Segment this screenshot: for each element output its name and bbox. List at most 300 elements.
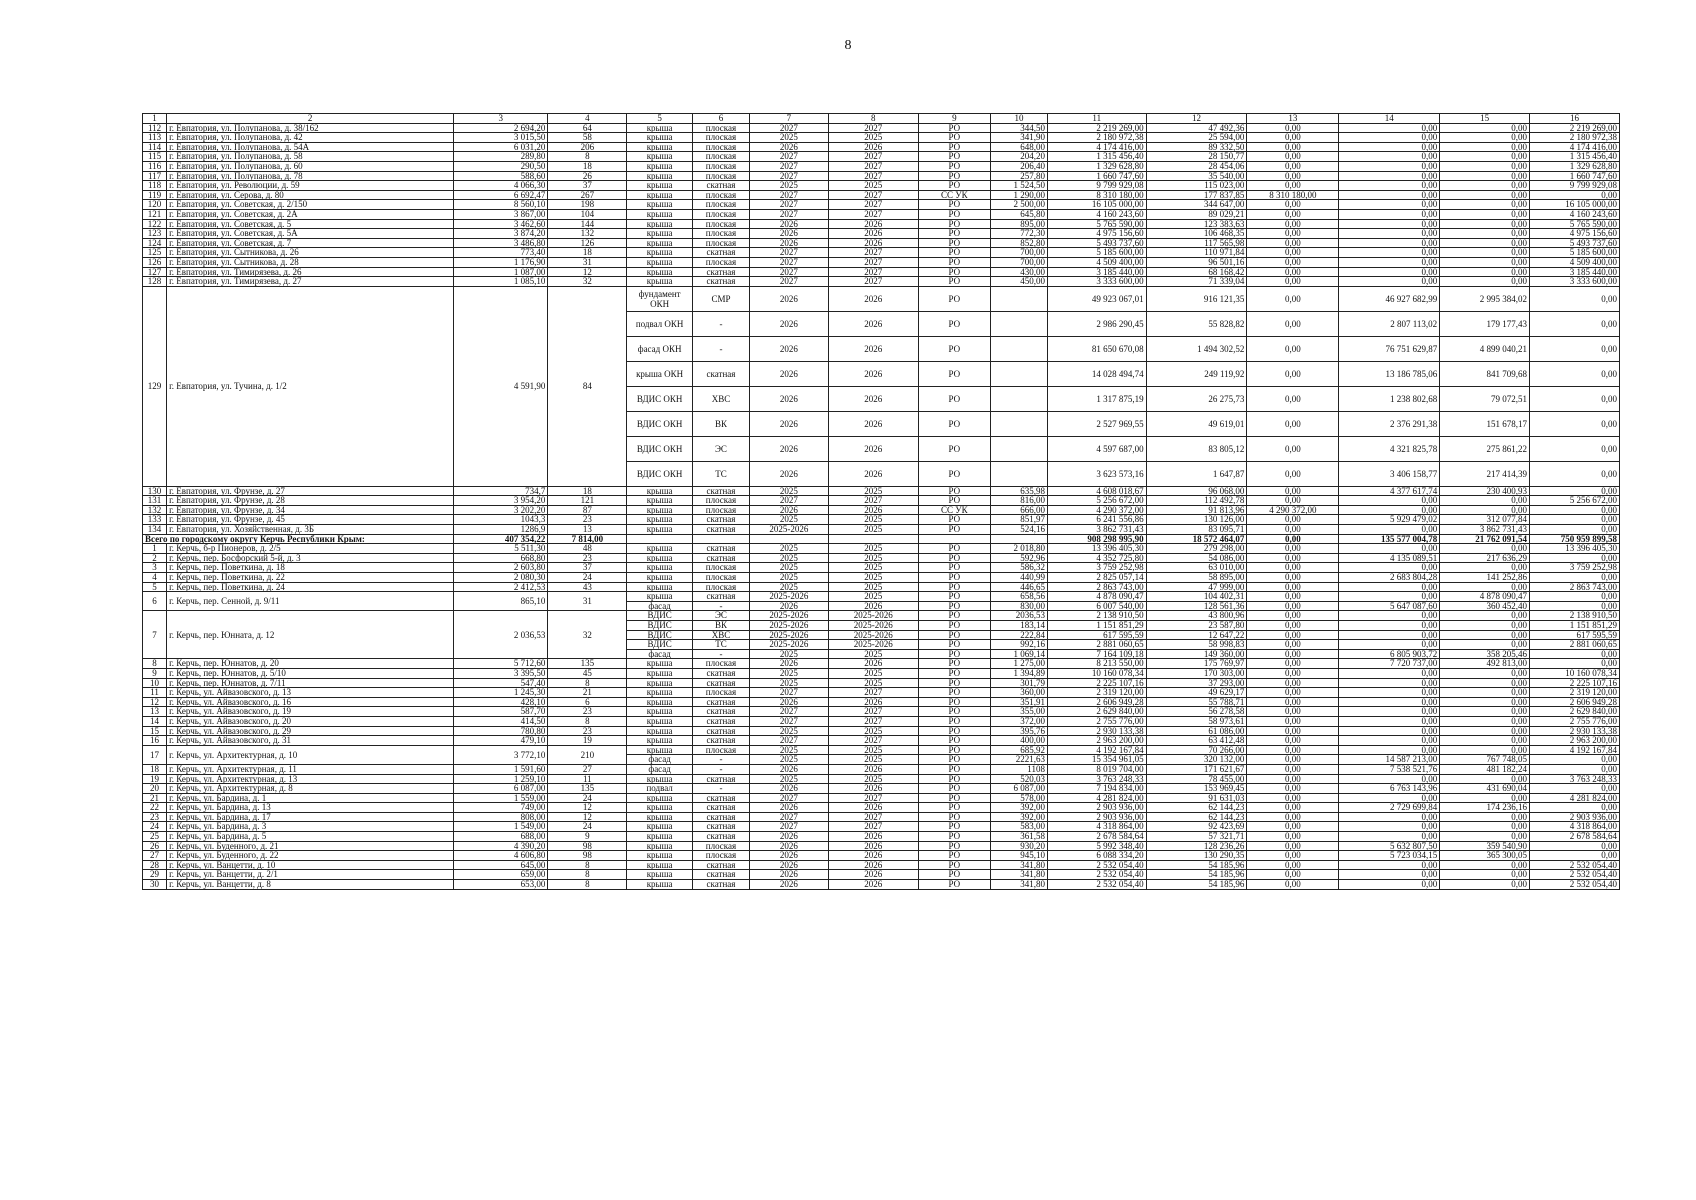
table-cell: 3 406 158,77 <box>1339 461 1440 486</box>
table-row <box>143 525 1620 535</box>
table-cell: 22 <box>143 803 167 813</box>
table-cell: - <box>692 311 749 336</box>
table-cell: 0,00 <box>1247 436 1339 461</box>
table-cell: 734,7 <box>454 486 548 496</box>
table-cell: крыша <box>627 161 693 171</box>
table-cell: 0,00 <box>1339 161 1440 171</box>
table-cell: 2 376 291,38 <box>1339 411 1440 436</box>
table-cell: плоская <box>692 505 749 515</box>
table-cell: 6 241 556,86 <box>1047 515 1146 525</box>
table-cell: 2025 <box>828 181 918 191</box>
table-cell: крыша <box>627 716 693 726</box>
table-cell: 0,00 <box>1247 515 1339 525</box>
table-cell: скатная <box>692 592 749 602</box>
table-cell <box>918 534 990 544</box>
table-cell: 92 423,69 <box>1146 822 1247 832</box>
table-cell: 12 <box>548 267 627 277</box>
table-cell: 2027 <box>749 707 828 717</box>
table-cell: 2026 <box>828 860 918 870</box>
table-cell: 4 878 090,47 <box>1440 592 1530 602</box>
column-header: 3 <box>454 114 548 124</box>
table-cell: 11 <box>548 774 627 784</box>
table-cell: РО <box>918 181 990 191</box>
table-cell: 1 151 851,29 <box>1047 621 1146 631</box>
table-cell: 0,00 <box>1440 161 1530 171</box>
table-cell: 126 <box>143 257 167 267</box>
table-cell: 0,00 <box>1247 745 1339 755</box>
table-cell: г. Евпатория, ул. Советская, д. 2/150 <box>167 200 454 210</box>
table-cell: 18 <box>548 161 627 171</box>
table-cell: 83 805,12 <box>1146 436 1247 461</box>
table-cell: 4 066,30 <box>454 181 548 191</box>
table-cell: РО <box>918 515 990 525</box>
table-cell: 2 629 840,00 <box>1530 707 1620 717</box>
table-cell: плоская <box>692 573 749 583</box>
table-cell: плоская <box>692 229 749 239</box>
table-cell: 2026 <box>828 336 918 361</box>
table-cell: 115 023,00 <box>1146 181 1247 191</box>
table-cell: 0,00 <box>1247 726 1339 736</box>
table-cell: 0,00 <box>1339 716 1440 726</box>
column-header: 5 <box>627 114 693 124</box>
table-cell: 98 <box>548 851 627 861</box>
table-cell: 3 185 440,00 <box>1047 267 1146 277</box>
table-cell: 106 468,35 <box>1146 229 1247 239</box>
table-cell: 0,00 <box>1247 736 1339 746</box>
table-cell: 135 <box>548 784 627 794</box>
table-cell: 0,00 <box>1247 286 1339 311</box>
table-cell: 1 151 851,29 <box>1530 621 1620 631</box>
table-cell: ВДИС <box>627 640 693 650</box>
table-cell: крыша <box>627 668 693 678</box>
table-cell: 30 <box>143 880 167 890</box>
table-cell: крыша <box>627 553 693 563</box>
table-cell: г. Евпатория, ул. Тимирязева, д. 26 <box>167 267 454 277</box>
table-cell: 2 138 910,50 <box>1530 611 1620 621</box>
table-cell: 31 <box>548 592 627 611</box>
table-cell: крыша <box>627 832 693 842</box>
table-cell: 2025 <box>828 668 918 678</box>
table-cell: 6 763 143,96 <box>1339 784 1440 794</box>
table-cell: 13 396 405,30 <box>1530 544 1620 554</box>
table-cell: 62 144,23 <box>1146 803 1247 813</box>
table-cell: 2026 <box>749 436 828 461</box>
table-cell: 2025-2026 <box>828 640 918 650</box>
table-cell: крыша <box>627 181 693 191</box>
table-cell: 217 636,29 <box>1440 553 1530 563</box>
table-cell: 2025 <box>828 525 918 535</box>
table-cell: РО <box>918 832 990 842</box>
table-cell: скатная <box>692 793 749 803</box>
table-cell: 4 135 089,51 <box>1339 553 1440 563</box>
table-cell: РО <box>918 784 990 794</box>
table-cell: 118 <box>143 181 167 191</box>
table-row <box>143 822 1620 832</box>
table-cell: 49 629,17 <box>1146 688 1247 698</box>
table-cell: 91 631,03 <box>1146 793 1247 803</box>
table-cell: 2025 <box>828 563 918 573</box>
table-cell: 0,00 <box>1339 123 1440 133</box>
table-cell: РО <box>918 774 990 784</box>
table-cell: 23 587,80 <box>1146 621 1247 631</box>
table-cell: РО <box>918 200 990 210</box>
table-cell: г. Керчь, ул. Архитектурная, д. 13 <box>167 774 454 784</box>
table-cell: 0,00 <box>1440 870 1530 880</box>
table-row <box>143 812 1620 822</box>
table-cell: 2027 <box>828 248 918 258</box>
table-cell: крыша <box>627 525 693 535</box>
table-cell: 2027 <box>828 688 918 698</box>
table-cell: 851,97 <box>990 515 1047 525</box>
table-cell: г. Керчь, пер. Поветкина, д. 18 <box>167 563 454 573</box>
table-cell: 0,00 <box>1247 774 1339 784</box>
table-cell: крыша <box>627 880 693 890</box>
table-row <box>143 229 1620 239</box>
table-cell: 0,00 <box>1440 181 1530 191</box>
table-cell: 2027 <box>749 716 828 726</box>
table-cell: г. Керчь, ул. Бардина, д. 13 <box>167 803 454 813</box>
table-cell: скатная <box>692 544 749 554</box>
table-cell: 0,00 <box>1339 793 1440 803</box>
table-cell: 0,00 <box>1339 200 1440 210</box>
table-cell: 617 595,59 <box>1047 630 1146 640</box>
table-cell: скатная <box>692 267 749 277</box>
table-cell: 0,00 <box>1339 745 1440 755</box>
column-header: 8 <box>828 114 918 124</box>
table-cell: РО <box>918 336 990 361</box>
table-cell: СС УК <box>918 190 990 200</box>
table-cell: плоская <box>692 219 749 229</box>
table-cell: 222,84 <box>990 630 1047 640</box>
table-cell: 132 <box>548 229 627 239</box>
table-row <box>143 267 1620 277</box>
table-cell: 2025-2026 <box>828 630 918 640</box>
table-cell: 13 186 785,06 <box>1339 361 1440 386</box>
table-cell: 0,00 <box>1339 257 1440 267</box>
table-cell: 2026 <box>828 880 918 890</box>
table-cell: 2026 <box>828 832 918 842</box>
table-cell: 89 029,21 <box>1146 209 1247 219</box>
table-cell: плоская <box>692 142 749 152</box>
table-cell: 54 185,96 <box>1146 880 1247 890</box>
table-cell: 24 <box>548 573 627 583</box>
table-cell: 58 895,00 <box>1146 573 1247 583</box>
table-cell: 1286,9 <box>454 525 548 535</box>
table-cell: - <box>692 784 749 794</box>
table-cell: г. Керчь, б-р Пионеров, д. 2/5 <box>167 544 454 554</box>
table-cell: 392,00 <box>990 803 1047 813</box>
table-cell: 16 105 000,00 <box>1530 200 1620 210</box>
table-cell: г. Керчь, ул. Бардина, д. 17 <box>167 812 454 822</box>
table-cell: 2 930 133,38 <box>1530 726 1620 736</box>
table-cell: 0,00 <box>1530 336 1620 361</box>
table-cell: 206 <box>548 142 627 152</box>
table-cell: РО <box>918 248 990 258</box>
table-cell: г. Керчь, пер. Юнната, д. 12 <box>167 611 454 659</box>
table-cell: 0,00 <box>1440 774 1530 784</box>
table-cell: 81 650 670,08 <box>1047 336 1146 361</box>
table-cell: РО <box>918 659 990 669</box>
table-cell: плоская <box>692 582 749 592</box>
table-cell: г. Керчь, ул. Бардина, д. 3 <box>167 822 454 832</box>
table-cell: 11 <box>143 688 167 698</box>
table-cell: 0,00 <box>1530 573 1620 583</box>
table-cell <box>990 461 1047 486</box>
table-cell: скатная <box>692 774 749 784</box>
table-cell: 446,65 <box>990 582 1047 592</box>
table-cell: ЭС <box>692 436 749 461</box>
table-cell: РО <box>918 688 990 698</box>
table-cell: 0,00 <box>1247 209 1339 219</box>
table-cell: 4 281 824,00 <box>1047 793 1146 803</box>
table-cell: 2026 <box>828 659 918 669</box>
table-cell: 127 <box>143 267 167 277</box>
table-cell: г. Евпатория, ул. Советская, д. 5 <box>167 219 454 229</box>
table-cell: 0,00 <box>1530 461 1620 486</box>
table-cell: 43 <box>548 582 627 592</box>
table-cell: фасад <box>627 601 693 611</box>
table-cell: 4 878 090,47 <box>1047 592 1146 602</box>
table-cell: 2027 <box>749 190 828 200</box>
table-cell <box>749 534 828 544</box>
table-cell: 2 319 120,00 <box>1530 688 1620 698</box>
table-cell: 0,00 <box>1339 726 1440 736</box>
table-cell: скатная <box>692 277 749 287</box>
table-cell: 13 <box>548 525 627 535</box>
table-cell: 1 329 628,80 <box>1530 161 1620 171</box>
table-cell: 1 259,10 <box>454 774 548 784</box>
table-cell: 104 402,31 <box>1146 592 1247 602</box>
table-cell: 2025-2026 <box>749 525 828 535</box>
table-cell: 2027 <box>749 200 828 210</box>
table-cell: 2 683 804,28 <box>1339 573 1440 583</box>
table-cell: подвал <box>627 784 693 794</box>
table-cell: 0,00 <box>1247 764 1339 774</box>
total-people: 7 814,00 <box>548 534 627 544</box>
table-row <box>143 200 1620 210</box>
table-cell: 20 <box>143 784 167 794</box>
table-cell: ВДИС <box>627 611 693 621</box>
table-cell: 2026 <box>749 601 828 611</box>
table-cell: 700,00 <box>990 248 1047 258</box>
table-cell: 0,00 <box>1247 219 1339 229</box>
table-cell: 0,00 <box>1339 611 1440 621</box>
table-cell: 112 492,78 <box>1146 496 1247 506</box>
table-cell: 2027 <box>828 277 918 287</box>
table-cell: 351,91 <box>990 697 1047 707</box>
table-cell: 28 454,06 <box>1146 161 1247 171</box>
table-cell: 117 565,98 <box>1146 238 1247 248</box>
table-cell: 19 <box>143 774 167 784</box>
table-cell: 4 <box>143 573 167 583</box>
table-cell: 141 252,86 <box>1440 573 1530 583</box>
table-cell: РО <box>918 386 990 411</box>
table-cell: 2 036,53 <box>454 611 548 659</box>
table-cell: 3 954,20 <box>454 496 548 506</box>
table-cell: фундамент ОКН <box>627 286 693 311</box>
table-cell: 1043,3 <box>454 515 548 525</box>
table-cell: скатная <box>692 181 749 191</box>
table-cell: 54 185,96 <box>1146 860 1247 870</box>
table-cell: 24 <box>548 822 627 832</box>
table-cell: г. Керчь, пер. Юннатов, д. 5/10 <box>167 668 454 678</box>
table-cell: 1108 <box>990 764 1047 774</box>
table-cell: 2221,63 <box>990 755 1047 765</box>
table-row <box>143 133 1620 143</box>
table-cell: 0,00 <box>1440 505 1530 515</box>
table-cell: 841 709,68 <box>1440 361 1530 386</box>
table-cell: 128 <box>143 277 167 287</box>
table-cell: 8 <box>548 716 627 726</box>
table-cell: 945,10 <box>990 851 1047 861</box>
table-cell: 392,00 <box>990 812 1047 822</box>
table-cell: 3 395,50 <box>454 668 548 678</box>
table-cell: 25 594,00 <box>1146 133 1247 143</box>
table-cell: фасад <box>627 764 693 774</box>
table-cell: 700,00 <box>990 257 1047 267</box>
column-header: 2 <box>167 114 454 124</box>
table-cell: РО <box>918 123 990 133</box>
table-cell: 70 266,00 <box>1146 745 1247 755</box>
table-cell: 2026 <box>749 142 828 152</box>
column-header: 7 <box>749 114 828 124</box>
table-cell: 0,00 <box>1247 582 1339 592</box>
table-cell: 0,00 <box>1339 640 1440 650</box>
table-cell: 2027 <box>749 277 828 287</box>
table-cell: 0,00 <box>1339 142 1440 152</box>
table-cell: 4 377 617,74 <box>1339 486 1440 496</box>
table-cell: 0,00 <box>1247 238 1339 248</box>
table-cell: 0,00 <box>1530 311 1620 336</box>
table-cell: РО <box>918 436 990 461</box>
table-cell: 2025 <box>828 755 918 765</box>
table-cell: 2026 <box>749 697 828 707</box>
table-cell: 0,00 <box>1440 267 1530 277</box>
table-cell: 2025 <box>749 486 828 496</box>
table-cell: плоская <box>692 841 749 851</box>
table-cell: 4 192 167,84 <box>1530 745 1620 755</box>
table-cell: 0,00 <box>1440 832 1530 842</box>
table-cell: крыша <box>627 745 693 755</box>
table-cell: 0,00 <box>1440 190 1530 200</box>
table-cell: 1 238 802,68 <box>1339 386 1440 411</box>
table-cell: 360,00 <box>990 688 1047 698</box>
table-cell: плоская <box>692 171 749 181</box>
table-cell: 0,00 <box>1440 668 1530 678</box>
table-cell: 0,00 <box>1440 697 1530 707</box>
table-cell: 7 194 834,00 <box>1047 784 1146 794</box>
table-cell: 359 540,90 <box>1440 841 1530 851</box>
table-cell: 2027 <box>749 248 828 258</box>
table-cell: 4 899 040,21 <box>1440 336 1530 361</box>
table-cell: 0,00 <box>1247 812 1339 822</box>
table-cell: 63 412,48 <box>1146 736 1247 746</box>
table-cell: 767 748,05 <box>1440 755 1530 765</box>
table-cell: 151 678,17 <box>1440 411 1530 436</box>
table-cell: 26 <box>143 841 167 851</box>
table-cell: 0,00 <box>1247 851 1339 861</box>
table-cell: 37 <box>548 181 627 191</box>
table-cell: 0,00 <box>1440 248 1530 258</box>
table-cell: 2 903 936,00 <box>1047 812 1146 822</box>
table-cell: 3 333 600,00 <box>1530 277 1620 287</box>
table-cell: плоская <box>692 209 749 219</box>
table-cell: 0,00 <box>1440 277 1530 287</box>
table-cell: 0,00 <box>1339 219 1440 229</box>
table-cell: - <box>692 649 749 659</box>
table-cell: г. Евпатория, ул. Сытникова, д. 26 <box>167 248 454 258</box>
table-cell: 2025 <box>749 726 828 736</box>
table-cell: 0,00 <box>1530 553 1620 563</box>
table-cell: 0,00 <box>1247 678 1339 688</box>
table-cell: 2026 <box>828 505 918 515</box>
table-cell: 2025-2026 <box>749 611 828 621</box>
table-cell: РО <box>918 726 990 736</box>
table-row <box>143 688 1620 698</box>
table-cell: РО <box>918 841 990 851</box>
table-cell: крыша <box>627 190 693 200</box>
table-cell: 275 861,22 <box>1440 436 1530 461</box>
table-cell: 0,00 <box>1339 152 1440 162</box>
table-cell: крыша <box>627 486 693 496</box>
table-cell: 0,00 <box>1339 592 1440 602</box>
table-cell: 3 <box>143 563 167 573</box>
table-cell: г. Керчь, пер. Поветкина, д. 24 <box>167 582 454 592</box>
table-cell: 5 185 600,00 <box>1047 248 1146 258</box>
table-row <box>143 774 1620 784</box>
table-cell: 816,00 <box>990 496 1047 506</box>
table-cell: 4 160 243,60 <box>1047 209 1146 219</box>
table-row <box>143 553 1620 563</box>
total-value: 750 959 899,58 <box>1530 534 1620 544</box>
table-cell: 4 591,90 <box>454 286 548 486</box>
table-cell: 3 759 252,98 <box>1530 563 1620 573</box>
table-cell: г. Керчь, ул. Архитектурная, д. 10 <box>167 745 454 764</box>
table-cell: 0,00 <box>1339 832 1440 842</box>
table-cell: 0,00 <box>1339 505 1440 515</box>
table-cell: г. Евпатория, ул. Революции, д. 59 <box>167 181 454 191</box>
table-cell: РО <box>918 803 990 813</box>
table-cell: 365 300,05 <box>1440 851 1530 861</box>
table-cell: 98 <box>548 841 627 851</box>
table-cell: 0,00 <box>1247 277 1339 287</box>
table-cell: - <box>692 764 749 774</box>
table-cell: 4 290 372,00 <box>1047 505 1146 515</box>
table-cell: г. Евпатория, ул. Тимирязева, д. 27 <box>167 277 454 287</box>
table-cell: 0,00 <box>1440 736 1530 746</box>
table-row <box>143 784 1620 794</box>
table-cell: 2025-2026 <box>828 621 918 631</box>
table-cell: 8 310 180,00 <box>1047 190 1146 200</box>
table-cell: 0,00 <box>1440 133 1530 143</box>
table-cell: 0,00 <box>1247 544 1339 554</box>
table-cell: 230 400,93 <box>1440 486 1530 496</box>
table-cell: - <box>692 755 749 765</box>
table-cell: 96 501,16 <box>1146 257 1247 267</box>
table-cell: 0,00 <box>1530 190 1620 200</box>
table-cell: 0,00 <box>1247 573 1339 583</box>
table-cell: 583,00 <box>990 822 1047 832</box>
table-cell: скатная <box>692 668 749 678</box>
table-cell: 4 390,20 <box>454 841 548 851</box>
table-cell: 524,16 <box>990 525 1047 535</box>
table-cell: крыша <box>627 822 693 832</box>
table-cell: г. Евпатория, ул. Фрунзе, д. 45 <box>167 515 454 525</box>
table-cell: 174 236,16 <box>1440 803 1530 813</box>
table-cell: 481 182,24 <box>1440 764 1530 774</box>
table-cell: 2025 <box>749 678 828 688</box>
table-cell: 2026 <box>828 841 918 851</box>
